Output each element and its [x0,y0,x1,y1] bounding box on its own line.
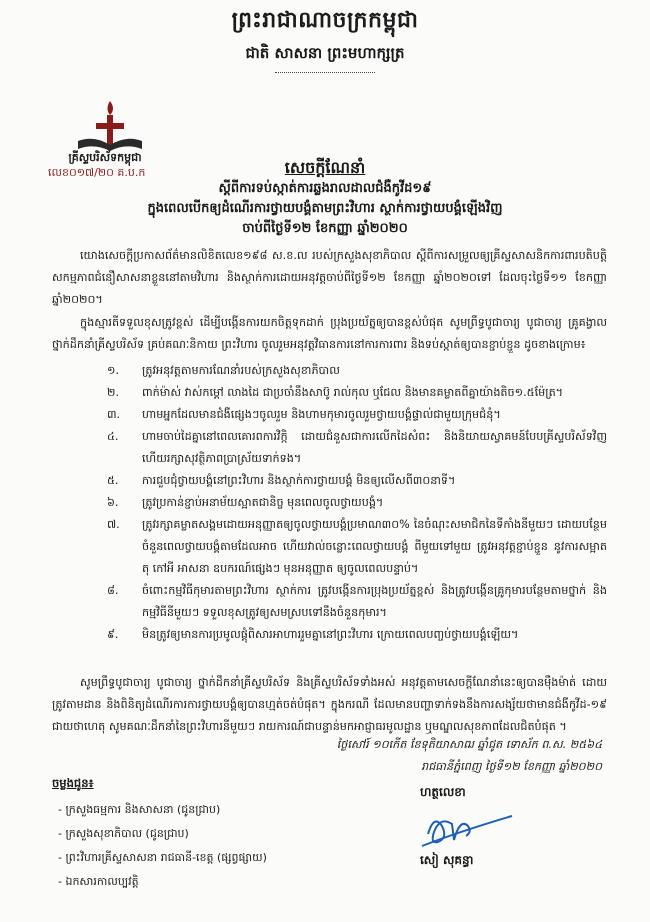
item-number: ៣. [107,408,121,421]
list-item [52,360,607,382]
item-number: ២. [107,386,120,399]
signature-title: ហត្ថលេខា [420,785,466,799]
motto-heading: ជាតិ សាសនា ព្រះមហាក្សត្រ [245,44,405,62]
subject-line-2: ក្នុងពេលបើកឲ្យដំណើរការថ្វាយបង្គំតាមព្រះវិហារ ស្ថាក់ការថ្វាយបង្គំឡើងវិញ [147,201,503,216]
subject-line-3: ចាប់ពីថ្ងៃទី១២ ខែកញ្ញា ឆ្នាំ២០២០ [242,221,408,236]
document-title: សេចក្ដីណែនាំ [284,158,366,177]
instruction-paragraph: ក្នុងស្មារតីទទួលខុសត្រូវខ្ពស់ ដើម្បីបង្កើនការយកចិត្តទុកដាក់ ប្រុងប្រយ័ត្នឲ្យបានខ្ពស់បំផុត សូមព្រឹទ្ធបូជាចារ្យ បូជាចារ្យ គ្រូគង្វាល ថ្នាក់ដឹកនាំគ្រីស្ទបរិស័ទ គ្រប់គណៈនិកាយ ព្រះវិហារ ចូលរួមអនុវត្តវិធានការនៅការការពារ និងទប់ស្កាត់ឲ្យបានខ្ជាប់ខ្ជួន ដូចខាងក្រោម៖ [52,316,607,351]
recipient-item: - ព្រះវិហារគ្រីស្ទសាសនា រាជធានី-ខេត្ត (ផ្សព្វផ្សាយ) [58,851,267,864]
list-item [52,426,607,470]
item-text: ត្រូវអនុវត្តតាមការណែនាំរបស់ក្រសួងសុខាភិបាល [142,364,340,377]
header-divider [275,72,375,73]
closing-paragraph: សូមព្រឹទ្ធបូជាចារ្យ បូជាចារ្យ ថ្នាក់ដឹកនាំគ្រីស្ទបរិស័ទ និងគ្រីស្ទបរិស័ទទាំងអស់ អនុវត្តតាមសេចក្ដីណែនាំនេះឲ្យបានម៉ឺងម៉ាត់ ដោយត្រូវតាមដាន និងពិនិត្យដំណើរការការថ្វាយបង្គំឲ្យបានហ្មត់ចត់បំផុត។ ក្នុងករណី ដែលមានបញ្ហាទាក់ទងនឹងការសង្ស័យថាមានជំងឺកូវីដ-១៩ ជាយថាហេតុ សូមគណៈដឹកនាំនៃព្រះវិហារនីមួយៗ រាយការណ៍ជាបន្ទាន់មកអាជ្ញាធរមូលដ្ឋាន ឬមណ្ឌលសុខភាពដែលជិតបំផុត ។ [52,676,607,733]
lunar-date: ថ្ងៃសៅរ៍ ១០កើត ខែទុតិយាសាឍ ឆ្នាំជូត ទោស័ក ព.ស. ២៥៦៤ [336,738,602,751]
item-text: ការជួបជុំថ្វាយបង្គំនៅព្រះវិហារ និងស្ថាក់ការថ្វាយបង្គំ មិនឲ្យលើសពី៣០នាទី។ [142,474,456,487]
item-number: ៨. [107,584,119,597]
recipient-item: - ក្រសួងធម្មការ និងសាសនា (ជូនជ្រាប) [58,803,221,816]
item-number: ៤. [107,430,119,443]
item-text: ចំពោះកម្មវិធីកុមារតាមព្រះវិហារ ស្ថាក់ការ ត្រូវបង្កើនការប្រុងប្រយ័ត្នខ្ពស់ និងត្រូវបង្កើនគ្រូកុមារបន្ថែមតាមថ្នាក់ និងកម្មវិធីនីមួយៗ ទទួលខុសត្រូវឲ្យសមស្របទៅនឹងចំនួនកុមារ។ [142,584,607,619]
list-item [52,492,607,514]
subject-line-1: ស្ដីពីការទប់ស្កាត់ការឆ្លងរាលដាលជំងឺកូវីដ១៩ [218,181,432,196]
logo-label: គ្រីស្ទបរិស័ទកម្ពុជា [68,151,142,164]
signatory-name: សៀ សុគន្ធា [420,853,474,867]
measures-list [52,360,607,646]
item-text: ហាមចាប់ដៃគ្នានៅពេលគោរពការវិក្កិ ដោយជំនួសជាការលើកដៃសំពះ និងនិយាយស្វាគមន៍បែបគ្រីស្ទបរិស័ទវិញ ហើយរក្សាសុវត្ថិភាពប្រាស្រ័យទាក់ទង។ [142,430,607,465]
item-number: ៧. [107,518,120,531]
item-number: ៥. [107,474,119,487]
item-text: ហាមអ្នកដែលមានជំងឺផ្សេងៗចូលរួម និងហាមកុមារចូលរួមថ្វាយបង្គំផ្ទាល់ជាមួយក្រុមជំនុំ។ [142,408,501,421]
list-item [52,382,607,404]
list-item [52,470,607,492]
reference-paragraph: យោងសេចក្តីប្រកាសព័ត៌មានលិខិតលេខ១៩៨ ស.ខ.ល របស់ក្រសួងសុខាភិបាល ស្តីពីការសម្រួលឲ្យគ្រីស្ទសាសនិកការពារបតិបត្តិសកម្មភាពជំនឿសាសនាខ្លួននៅតាមវិហារ និងស្ថាក់ការដោយអនុវត្តចាប់ពីថ្ងៃទី១២ ខែកញ្ញា ឆ្នាំ២០២០ទៅ ដែលចុះថ្ងៃទី១១ ខែកញ្ញា ឆ្នាំ២០២០។ [52,249,607,306]
list-item [52,514,607,580]
item-text: មិនត្រូវឲ្យមានការប្រមូលផ្ដុំពិសារអាហាររួមគ្នានៅព្រះវិហារ ក្រោយពេលបញ្ចប់ថ្វាយបង្គំឡើយ។ [142,628,519,641]
list-item [52,404,607,426]
item-number: ៩. [107,628,119,641]
kingdom-heading: ព្រះរាជាណាចក្រកម្ពុជា [231,8,419,33]
signature-mark [408,796,518,856]
solar-date: រាជធានីភ្នំពេញ ថ្ងៃទី១២ ខែកញ្ញា ឆ្នាំ២០២០ [421,760,602,773]
reference-number: លេខ០១៧/២០ គ.ប.ក [48,166,146,179]
recipients-title: ចម្លងជូន៖ [52,776,94,790]
item-text: ត្រូវប្រកាន់ខ្ជាប់អនាម័យស្អាតជានិច្ច មុនពេលចូលថ្វាយបង្គំ។ [142,496,384,509]
list-item [52,580,607,624]
item-text: ត្រូវរក្សាគម្លាតសង្គមដោយអនុញ្ញាតឲ្យចូលថ្វាយបង្គំប្រមាណ៣០% នៃចំណុះសមាជិកនៃទីកាំងនីមួយៗ ដោយបន្ថែមចំនួនពេលថ្វាយបង្គំតាមដែលអាច ហើយវាល់ចន្លោះពេលថ្វាយបង្គំ ពីមួយទៅមួយ ត្រូវអនុវត្តខ្ជាប់ខ្ជួន នូវការសម្អាត តុ កៅអី អាសនា ឧបករណ៍ផ្សេងៗ មុនអនុញ្ញាត ឲ្យចូលពេលបន្ទាប់។ [142,518,607,575]
item-number: ៦. [107,496,119,509]
recipient-item: - ឯកសារកាលប្បវត្តិ [58,875,139,888]
recipient-item: - ក្រសួងសុខាភិបាល (ជូនជ្រាប) [58,827,189,840]
list-item [52,624,607,646]
item-number: ១. [107,364,120,377]
item-text: ពាក់ម៉ាស់ វាស់កម្ដៅ លាងដៃ ជាប្រចាំនឹងសាប៊ូ រាល់កុល ឬជែល និងមានគម្លាតពីគ្នាយ៉ាងតិច១.៥ម៉ែត្រ។ [142,386,564,399]
recipients-list [58,798,378,894]
